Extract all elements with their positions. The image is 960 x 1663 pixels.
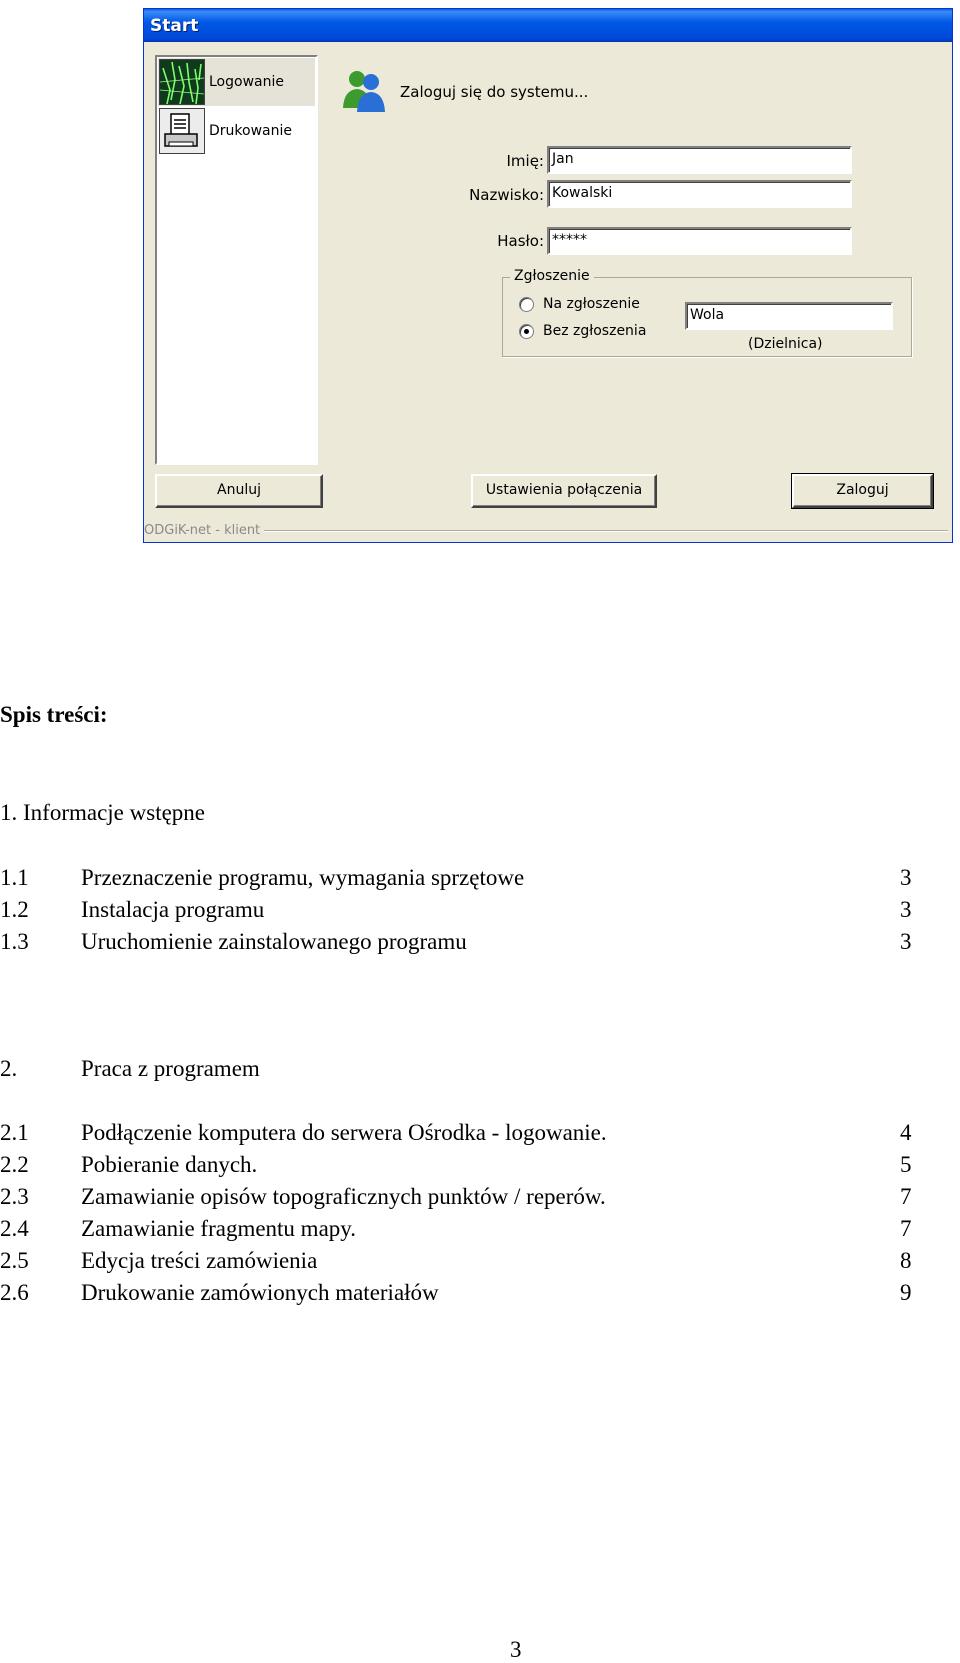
title-bar[interactable] [144,9,952,42]
toc-entry-text: Uruchomienie zainstalowanego programu [81,929,467,954]
nazwisko-field[interactable]: Kowalski [547,180,852,208]
toc-entry-page: 7 [900,1184,912,1209]
radio-button[interactable] [519,297,534,312]
toc-entry-num: 2.4 [0,1216,29,1241]
login-icon [159,59,205,105]
login-button[interactable]: Zaloguj [792,474,933,508]
sidebar-item-drukowanie[interactable] [158,107,315,155]
district-hint: (Dzielnica) [748,336,823,352]
sidebar [155,55,318,465]
toc-entry-num: 2.5 [0,1248,29,1273]
toc-section-number: 2. [0,1056,18,1081]
district-field[interactable]: Wola [685,302,893,330]
sidebar-item-label: Drukowanie [209,123,292,139]
connection-settings-button[interactable]: Ustawienia połączenia [471,474,657,508]
toc-entry-page: 4 [900,1120,912,1145]
toc-entry-num: 2.6 [0,1280,29,1305]
imie-label: Imię: [506,152,544,170]
toc-entry-num: 1.2 [0,897,29,922]
toc-entry-text: Podłączenie komputera do serwera Ośrodka - logowanie. [81,1120,607,1145]
sidebar-item-label: Logowanie [209,74,284,90]
toc-section-heading: 1. Informacje wstępne [0,800,206,825]
toc-entry-num: 2.3 [0,1184,29,1209]
toc-entry-num: 1.1 [0,865,29,890]
imie-field[interactable]: Jan [547,146,852,174]
toc-entry-text: Pobieranie danych. [81,1152,258,1177]
toc-section-title: Praca z programem [81,1056,260,1081]
toc-entry-page: 5 [900,1152,912,1177]
toc-entry-text: Drukowanie zamówionych materiałów [81,1280,439,1305]
status-divider [264,530,948,532]
cancel-button[interactable]: Anuluj [155,474,323,508]
haslo-label: Hasło: [497,232,544,250]
page-number: 3 [510,1637,522,1662]
toc-entry-page: 3 [900,897,912,922]
nazwisko-label: Nazwisko: [469,186,544,204]
toc-entry-text: Zamawianie opisów topograficznych punktów / reperów. [81,1184,606,1209]
toc-entry-num: 2.1 [0,1120,29,1145]
toc-entry-page: 8 [900,1248,912,1273]
status-text: ODGiK-net - klient [144,523,261,538]
toc-entry-page: 7 [900,1216,912,1241]
radio-button-selected[interactable] [519,324,534,339]
toc-entry-text: Edycja treści zamówienia [81,1248,318,1273]
dialog-heading: Zaloguj się do systemu... [400,83,589,101]
sidebar-item-logowanie[interactable] [158,58,315,106]
toc-entry-page: 3 [900,865,912,890]
window-title: Start [150,16,199,36]
radio-label: Bez zgłoszenia [543,323,647,339]
toc-title: Spis treści: [0,702,108,727]
status-bar [144,523,952,538]
toc-entry-page: 3 [900,929,912,954]
password-field[interactable]: ***** [547,227,852,255]
radio-na-zgloszenie[interactable] [519,296,640,312]
printer-icon [159,108,205,154]
radio-label: Na zgłoszenie [543,296,640,312]
users-icon [340,66,388,114]
toc-entry-text: Zamawianie fragmentu mapy. [81,1216,357,1241]
zgloszenie-group-title: Zgłoszenie [510,268,594,284]
toc-entry-page: 9 [900,1280,912,1305]
toc-entry-num: 2.2 [0,1152,29,1177]
toc-entry-text: Przeznaczenie programu, wymagania sprzętowe [81,865,525,890]
toc-entry-num: 1.3 [0,929,29,954]
toc-entry-text: Instalacja programu [81,897,265,922]
start-dialog [143,8,953,543]
radio-bez-zgloszenia[interactable] [519,323,646,339]
